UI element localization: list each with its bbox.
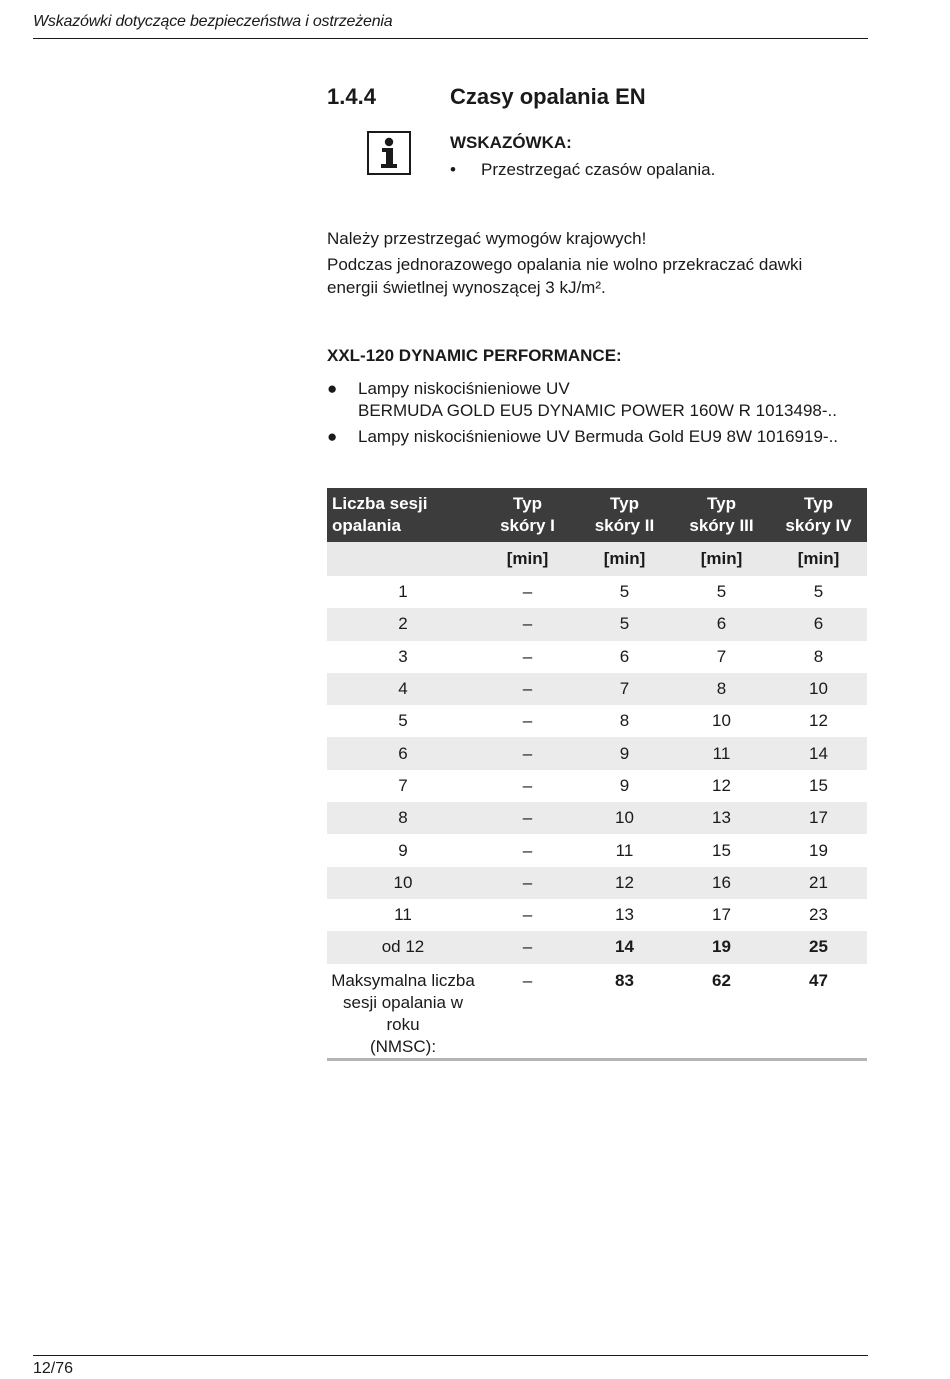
table-cell: 14 — [576, 931, 673, 963]
table-cell: 3 — [398, 646, 408, 666]
table-cell: 10 — [327, 867, 479, 899]
unit-cell: [min] — [770, 542, 867, 576]
table-cell: – — [522, 905, 533, 925]
unit-row — [327, 542, 867, 576]
info-icon — [367, 131, 411, 175]
lamp-2-text: Lampy niskociśnieniowe UV Bermuda Gold EU9 8W 1016919-.. — [358, 427, 839, 446]
bullet: ● — [327, 427, 338, 446]
table-cell: 17 — [770, 802, 867, 834]
table-cell: – — [522, 840, 533, 860]
header-skin-label: skóry IV — [785, 516, 852, 535]
table-cell: 4 — [327, 673, 479, 705]
table-cell: 7 — [716, 646, 727, 666]
table-cell: 8 — [813, 646, 824, 666]
table-cell: 13 — [615, 905, 634, 925]
table-cell: 6 — [327, 737, 479, 769]
table-cell: 8 — [619, 711, 630, 731]
table-cell: 5 — [813, 582, 824, 602]
table-row — [327, 899, 867, 931]
table-cell: 6 — [770, 608, 867, 640]
table-cell: – — [479, 931, 576, 963]
page-number: 12/76 — [33, 1360, 74, 1377]
table-cell: – — [479, 673, 576, 705]
table-cell: 12 — [809, 711, 828, 731]
table-cell: 9 — [398, 840, 408, 860]
bullet: ● — [327, 379, 338, 398]
header-skin-type-2 — [576, 488, 673, 542]
table-row — [327, 770, 867, 802]
table-cell: 83 — [576, 964, 673, 1060]
table-cell: 5 — [619, 582, 630, 602]
paragraph-energy-dose: Podczas jednorazowego opalania nie wolno przekraczać dawki energii świetlnej wynoszącej 3 kJ/m². — [327, 255, 803, 297]
lamp-1-line-1: Lampy niskociśnieniowe UV — [358, 379, 570, 398]
table-cell: 15 — [712, 840, 731, 860]
model-heading: XXL-120 DYNAMIC PERFORMANCE: — [327, 346, 622, 365]
table-row — [327, 705, 867, 737]
table-cell: 11 — [673, 737, 770, 769]
table-cell: 15 — [809, 775, 828, 795]
header-skin-type-4 — [770, 488, 867, 542]
max-sessions-label — [327, 964, 479, 1060]
table-cell: 11 — [394, 905, 412, 925]
table-cell: 5 — [398, 711, 408, 731]
table-cell: 6 — [619, 646, 630, 666]
table-cell: 10 — [576, 802, 673, 834]
header-skin-label: skóry III — [689, 516, 754, 535]
table-cell: – — [522, 775, 533, 795]
header-type-label: Typ — [707, 494, 736, 513]
table-cell: od 12 — [327, 931, 479, 963]
max-label-line-1: Maksymalna liczba — [331, 970, 475, 990]
header-type-label: Typ — [610, 494, 639, 513]
table-cell: 12 — [576, 867, 673, 899]
table-cell: 62 — [673, 964, 770, 1060]
tanning-times-table — [327, 488, 867, 1061]
table-row — [327, 673, 867, 705]
table-cell: 5 — [576, 608, 673, 640]
header-skin-label: skóry II — [594, 516, 655, 535]
table-cell: – — [479, 737, 576, 769]
header-type-label: Typ — [513, 494, 542, 513]
max-sessions-row — [327, 964, 867, 1060]
table-cell: 47 — [770, 964, 867, 1060]
table-cell: – — [522, 582, 533, 602]
table-cell: 7 — [576, 673, 673, 705]
note-label: WSKAZÓWKA: — [450, 133, 572, 152]
table-cell: 1 — [398, 582, 408, 602]
table-cell: – — [522, 646, 533, 666]
table-row — [327, 867, 867, 899]
table-row — [327, 737, 867, 769]
footer-divider — [33, 1355, 868, 1356]
table-cell — [327, 542, 479, 576]
section-number: 1.4.4 — [327, 84, 376, 109]
table-cell: – — [479, 608, 576, 640]
table-cell: 19 — [673, 931, 770, 963]
table-cell: 19 — [809, 840, 828, 860]
running-header: Wskazówki dotyczące bezpieczeństwa i ostrzeżenia — [33, 13, 393, 30]
table-row — [327, 834, 867, 866]
table-cell: 10 — [770, 673, 867, 705]
note-item-text: Przestrzegać czasów opalania. — [481, 160, 716, 179]
table-cell: 25 — [770, 931, 867, 963]
unit-cell: [min] — [576, 542, 673, 576]
table-cell: – — [522, 711, 533, 731]
header-sessions-line-2: opalania — [332, 516, 401, 535]
table-cell: – — [479, 867, 576, 899]
section-title: Czasy opalania EN — [450, 84, 646, 109]
table-cell: 21 — [770, 867, 867, 899]
table-cell: 12 — [712, 775, 731, 795]
header-divider — [33, 38, 868, 39]
paragraph-national-requirements: Należy przestrzegać wymogów krajowych! — [327, 229, 647, 248]
table-row — [327, 641, 867, 673]
header-skin-type-1 — [479, 488, 576, 542]
table-cell: 2 — [327, 608, 479, 640]
table-cell: 9 — [619, 775, 630, 795]
table-header-row — [327, 488, 867, 542]
note-list-item — [450, 160, 715, 180]
bullet: • — [450, 160, 456, 179]
header-skin-label: skóry I — [500, 516, 555, 535]
unit-cell: [min] — [673, 542, 770, 576]
table-cell: 8 — [673, 673, 770, 705]
lamp-1-line-2: BERMUDA GOLD EU5 DYNAMIC POWER 160W R 1013498-.. — [358, 401, 837, 420]
header-sessions-line-1: Liczba sesji — [332, 494, 428, 513]
table-row — [327, 608, 867, 640]
table-cell: 14 — [770, 737, 867, 769]
header-sessions — [327, 488, 479, 542]
list-item-lamp-1 — [327, 378, 837, 422]
table-cell: 23 — [809, 905, 828, 925]
table-cell: 10 — [712, 711, 731, 731]
header-skin-type-3 — [673, 488, 770, 542]
header-type-label: Typ — [804, 494, 833, 513]
list-item-lamp-2 — [327, 426, 838, 448]
table-cell: 7 — [398, 775, 408, 795]
table-cell: 8 — [327, 802, 479, 834]
table-row — [327, 802, 867, 834]
table-cell: 13 — [673, 802, 770, 834]
table-cell: 6 — [673, 608, 770, 640]
table-cell: 16 — [673, 867, 770, 899]
max-label-line-3: (NMSC): — [369, 1036, 437, 1056]
table-cell: 17 — [712, 905, 731, 925]
table-cell: 9 — [576, 737, 673, 769]
table-cell: 11 — [615, 840, 634, 860]
table-cell: – — [479, 964, 576, 1060]
table-cell: 5 — [716, 582, 727, 602]
table-cell: – — [479, 802, 576, 834]
table-row — [327, 576, 867, 608]
max-label-line-2: sesji opalania w roku — [342, 992, 463, 1034]
unit-cell: [min] — [479, 542, 576, 576]
table-row — [327, 931, 867, 963]
